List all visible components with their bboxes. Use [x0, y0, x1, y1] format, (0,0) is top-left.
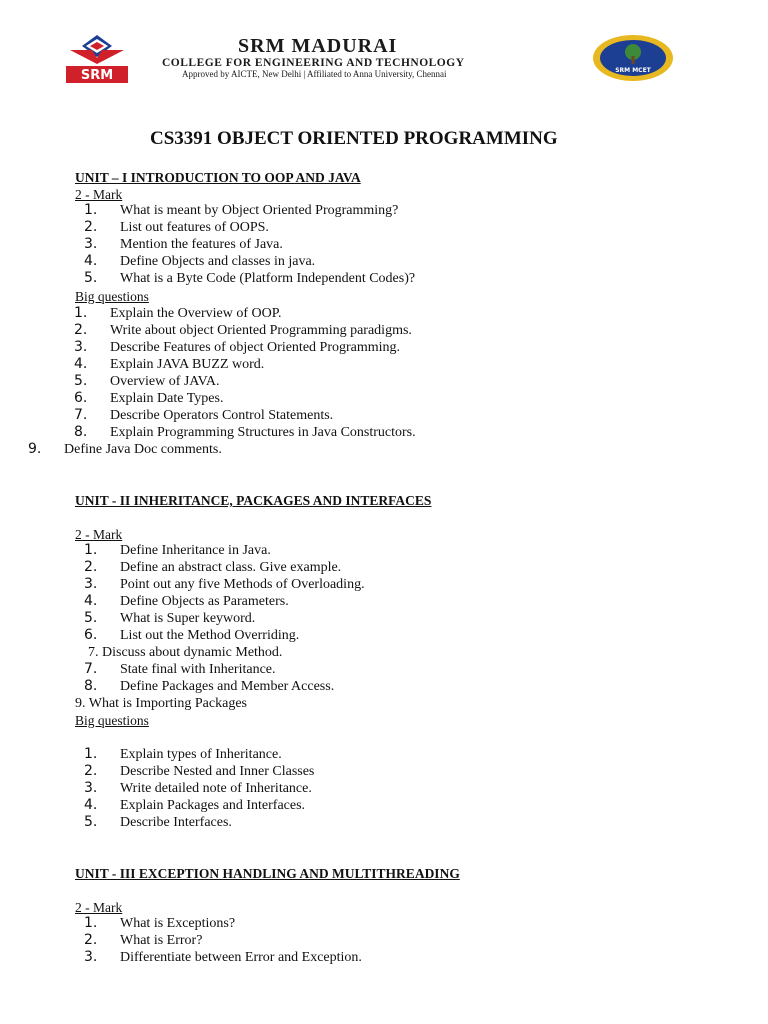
list-number: 3. [74, 339, 88, 355]
srm-logo-text: SRM [80, 68, 114, 83]
list-item: Differentiate between Error and Exception. [120, 950, 362, 965]
list-item: Describe Nested and Inner Classes [120, 764, 315, 779]
list-number: 1. [84, 746, 98, 762]
list-item: Define Objects as Parameters. [120, 594, 289, 609]
list-number: 1. [84, 915, 98, 931]
list-item: 9. What is Importing Packages [75, 696, 247, 711]
list-item: Write detailed note of Inheritance. [120, 781, 312, 796]
list-item: List out features of OOPS. [120, 220, 269, 235]
list-item: Define an abstract class. Give example. [120, 560, 342, 575]
srm-mcet-seal [592, 34, 674, 82]
list-number: 9. [28, 441, 42, 457]
list-item: What is Error? [120, 933, 203, 948]
list-number: 6. [84, 627, 98, 643]
list-item: What is a Byte Code (Platform Independent Codes)? [120, 271, 416, 286]
list-item: What is meant by Object Oriented Programming? [120, 203, 399, 218]
college-name: SRM MADURAI [238, 35, 398, 57]
unit2-two-mark-label: 2 - Mark [75, 527, 123, 542]
list-item: Describe Features of object Oriented Programming. [110, 340, 401, 355]
document-title: CS3391 OBJECT ORIENTED PROGRAMMING [150, 128, 558, 149]
list-number: 2. [84, 932, 98, 948]
unit2-heading: UNIT - II INHERITANCE, PACKAGES AND INTERFACES [75, 493, 432, 508]
list-item: Define Java Doc comments. [64, 442, 222, 457]
list-number: 4. [84, 797, 98, 813]
list-item: Explain Date Types. [110, 391, 224, 406]
list-item: Explain Packages and Interfaces. [120, 798, 306, 813]
list-item: Describe Operators Control Statements. [110, 408, 334, 423]
list-item: State final with Inheritance. [120, 662, 276, 677]
list-number: 5. [84, 270, 98, 286]
list-item: Explain types of Inheritance. [120, 747, 282, 762]
unit1-two-mark-label: 2 - Mark [75, 187, 123, 202]
list-number: 3. [84, 780, 98, 796]
list-number: 7. [74, 407, 88, 423]
list-item: Define Objects and classes in java. [120, 254, 316, 269]
list-item: Point out any five Methods of Overloading. [120, 577, 365, 592]
list-number: 2. [84, 763, 98, 779]
list-number: 1. [84, 202, 98, 218]
unit3-heading: UNIT - III EXCEPTION HANDLING AND MULTITHREADING [75, 866, 460, 881]
list-item: Describe Interfaces. [120, 815, 232, 830]
list-number: 1. [74, 305, 88, 321]
list-number: 1. [84, 542, 98, 558]
list-item: 7. Discuss about dynamic Method. [88, 645, 283, 660]
list-number: 4. [84, 253, 98, 269]
list-number: 4. [74, 356, 88, 372]
list-item: Mention the features of Java. [120, 237, 283, 252]
unit3-two-mark-label: 2 - Mark [75, 900, 123, 915]
list-item: What is Exceptions? [120, 916, 236, 931]
list-item: Explain JAVA BUZZ word. [110, 357, 265, 372]
list-number: 2. [74, 322, 88, 338]
list-item: Explain the Overview of OOP. [110, 306, 282, 321]
list-number: 2. [84, 219, 98, 235]
list-item: What is Super keyword. [120, 611, 256, 626]
list-number: 5. [84, 814, 98, 830]
unit2-big-questions-label: Big questions [75, 713, 149, 728]
list-item: Overview of JAVA. [110, 374, 220, 389]
list-number: 3. [84, 576, 98, 592]
list-number: 5. [74, 373, 88, 389]
unit1-big-questions-label: Big questions [75, 289, 149, 304]
list-item: Define Inheritance in Java. [120, 543, 271, 558]
list-item: Write about object Oriented Programming paradigms. [110, 323, 412, 338]
college-subtitle: COLLEGE FOR ENGINEERING AND TECHNOLOGY [162, 57, 465, 69]
list-number: 2. [84, 559, 98, 575]
list-number: 3. [84, 949, 98, 965]
seal-text: SRM MCET [615, 67, 651, 74]
list-number: 8. [74, 424, 88, 440]
college-approval: Approved by AICTE, New Delhi | Affiliated to Anna University, Chennai [182, 69, 447, 79]
list-item: Explain Programming Structures in Java Constructors. [110, 425, 416, 440]
unit1-heading: UNIT – I INTRODUCTION TO OOP AND JAVA [75, 170, 361, 185]
srm-logo [64, 34, 130, 84]
list-number: 5. [84, 610, 98, 626]
list-number: 8. [84, 678, 98, 694]
list-number: 4. [84, 593, 98, 609]
list-number: 7. [84, 661, 98, 677]
list-number: 6. [74, 390, 88, 406]
list-item: List out the Method Overriding. [120, 628, 300, 643]
list-item: Define Packages and Member Access. [120, 679, 335, 694]
list-number: 3. [84, 236, 98, 252]
